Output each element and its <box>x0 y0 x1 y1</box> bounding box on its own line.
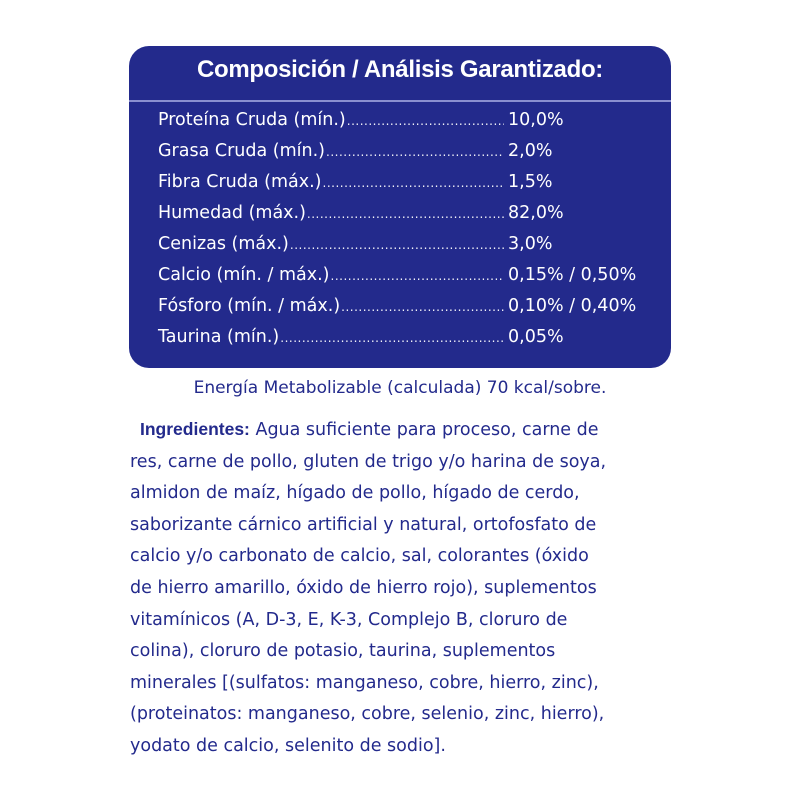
row-value: 3,0% <box>508 234 553 254</box>
analysis-row-phosphorus <box>158 296 658 327</box>
analysis-row-fat <box>158 141 658 172</box>
ingredients-line: saborizante cárnico artificial y natural, ortofosfato de <box>130 514 597 535</box>
row-label: Grasa Cruda (mín.) <box>158 141 326 161</box>
dot-leader <box>341 300 504 314</box>
metabolizable-energy-note: Energía Metabolizable (calculada) 70 kcal/sobre. <box>193 378 607 398</box>
dot-leader <box>307 207 504 221</box>
ingredients-text: Agua suficiente para proceso, carne de <box>255 420 599 440</box>
analysis-row-protein <box>158 110 658 141</box>
dot-leader <box>323 176 505 190</box>
ingredients-heading: Ingredientes: <box>140 419 250 439</box>
row-value: 0,05% <box>508 327 564 347</box>
dot-leader <box>280 331 504 345</box>
row-value: 0,10% / 0,40% <box>508 296 637 316</box>
panel-divider <box>129 100 671 102</box>
ingredients-line: colina), cloruro de potasio, taurina, suplementos <box>130 641 556 662</box>
ingredients-paragraph <box>130 414 676 763</box>
row-label: Fósforo (mín. / máx.) <box>158 296 341 316</box>
ingredients-line: almidon de maíz, hígado de pollo, hígado de cerdo, <box>130 483 580 504</box>
analysis-row-ash <box>158 234 658 265</box>
ingredients-line: calcio y/o carbonato de calcio, sal, colorantes (óxido <box>130 546 589 567</box>
row-label: Humedad (máx.) <box>158 203 306 223</box>
dot-leader <box>347 114 504 128</box>
row-value: 0,15% / 0,50% <box>508 265 637 285</box>
ingredients-line <box>130 414 676 447</box>
analysis-row-moisture <box>158 203 658 234</box>
ingredients-line: vitamínicos (A, D-3, E, K-3, Complejo B, cloruro de <box>130 609 568 630</box>
ingredients-line: res, carne de pollo, gluten de trigo y/o harina de soya, <box>130 451 607 472</box>
analysis-row-fiber <box>158 172 658 203</box>
row-value: 82,0% <box>508 203 564 223</box>
analysis-table <box>158 110 658 358</box>
ingredients-line: yodato de calcio, selenito de sodio]. <box>130 735 446 756</box>
row-label: Fibra Cruda (máx.) <box>158 172 322 192</box>
row-label: Calcio (mín. / máx.) <box>158 265 330 285</box>
analysis-row-calcium <box>158 265 658 296</box>
row-label: Cenizas (máx.) <box>158 234 289 254</box>
dot-leader <box>331 269 505 283</box>
row-label: Proteína Cruda (mín.) <box>158 110 346 130</box>
guaranteed-analysis-panel <box>129 46 671 368</box>
dot-leader <box>326 145 504 159</box>
dot-leader <box>290 238 504 252</box>
analysis-row-taurine <box>158 327 658 358</box>
ingredients-line: de hierro amarillo, óxido de hierro rojo), suplementos <box>130 577 597 598</box>
ingredients-line: (proteinatos: manganeso, cobre, selenio, zinc, hierro), <box>130 704 605 725</box>
ingredients-line: minerales [(sulfatos: manganeso, cobre, hierro, zinc), <box>130 672 599 693</box>
row-value: 1,5% <box>508 172 553 192</box>
row-label: Taurina (mín.) <box>158 327 280 347</box>
row-value: 2,0% <box>508 141 553 161</box>
row-value: 10,0% <box>508 110 564 130</box>
panel-title: Composición / Análisis Garantizado: <box>196 56 603 83</box>
